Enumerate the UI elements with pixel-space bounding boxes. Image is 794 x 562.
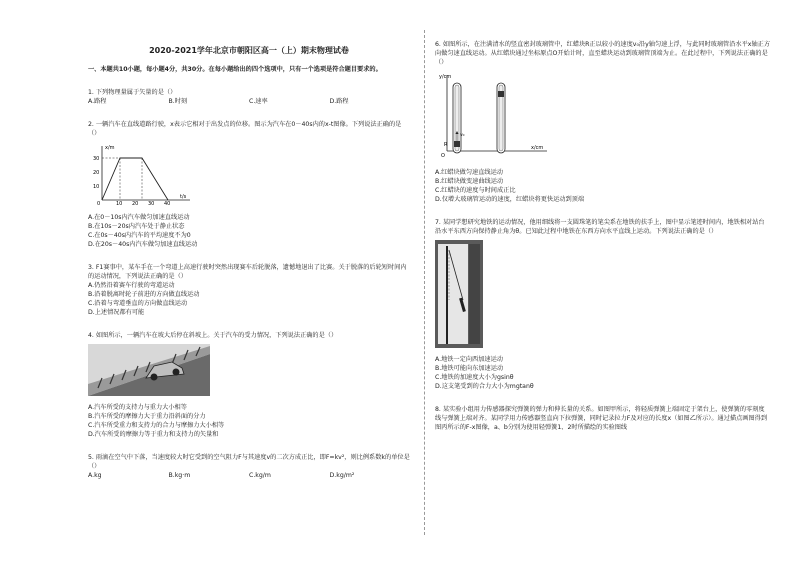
option-a: A.kg xyxy=(88,472,102,479)
tube-left xyxy=(453,83,461,153)
car-on-slope-photo xyxy=(88,344,210,396)
y-axis-label: y/cm xyxy=(439,74,452,80)
tube-right xyxy=(497,83,505,153)
option-b: B.红蜡块做变速曲线运动 xyxy=(435,178,504,185)
question-stem: 1. 下列物理量属于矢量的是（） xyxy=(88,89,177,96)
options-row xyxy=(88,471,410,480)
y-tick: 20 xyxy=(93,170,100,176)
y-axis-label: x/m xyxy=(105,145,115,151)
red-wax-block xyxy=(454,141,460,147)
option-b: B.在10s－20s内汽车处于静止状态 xyxy=(88,223,185,230)
option-c: C.kg/m xyxy=(249,472,271,479)
question-5 xyxy=(88,453,410,480)
x-axis-label: t/s xyxy=(180,194,187,200)
option-c: C.在0s－40s内汽车的平均速度不为0 xyxy=(88,232,191,239)
options-row xyxy=(88,97,410,106)
x-tick: 0 xyxy=(97,201,101,206)
option-a: A.地铁一定向西加速运动 xyxy=(435,356,503,363)
block-label: R xyxy=(444,142,448,148)
x-tick: 30 xyxy=(148,201,155,206)
question-4 xyxy=(88,331,410,439)
question-8 xyxy=(435,405,770,432)
y-tick: 30 xyxy=(93,156,100,162)
option-c: C.地铁的加速度大小为gsinθ xyxy=(435,374,514,381)
x-tick: 20 xyxy=(132,201,139,206)
column-divider xyxy=(424,30,425,535)
question-stem: 2. 一辆汽车在直线道路行驶，x表示它相对于出发点的位移。图示为汽车在0－40s内的x-t图像。下列说法正确的是（） xyxy=(88,121,402,137)
question-stem: 8. 某实验小组用力传感器探究弹簧的弹力和伸长量的关系。如图甲所示，将轻质弹簧上端固定于架台上，使弹簧的零刻度线与弹簧上端对齐。某同学用力传感器竖直向下拉弹簧，同时记录拉力F及对应的长度x（如图乙所示）。通过描点画图得到图丙所示的F-x图像，a、b分别为使用轻弹簧1、2时所描绘的实验图线 xyxy=(435,406,768,431)
origin-label: O xyxy=(441,153,445,159)
question-stem: 3. F1赛事中，某车手在一个弯道上高速行驶时突然出现赛车后轮脱落，遗憾地退出了比赛。关于脱落的后轮短时间内的运动情况，下列说法正确的是（） xyxy=(88,264,407,280)
red-wax-block xyxy=(498,91,504,97)
option-a: A.红蜡块做匀速直线运动 xyxy=(435,169,503,176)
option-a: A.仍然沿着赛车行驶的弯道运动 xyxy=(88,282,175,289)
page-title: 2020-2021学年北京市朝阳区高一（上）期末物理试卷 xyxy=(149,46,349,55)
x-tick: 10 xyxy=(116,201,123,206)
option-c: C.沿着与弯道垂直的方向做直线运动 xyxy=(88,300,188,307)
xt-line xyxy=(102,158,168,200)
option-d: D.汽车所受的摩擦力等于重力和支持力的矢量和 xyxy=(88,431,219,438)
xt-graph xyxy=(88,142,198,206)
option-b: B.汽车所受的摩擦力大于重力沿斜面的分力 xyxy=(88,413,206,420)
question-6 xyxy=(435,40,770,204)
option-d: D.在20s－40s内汽车做匀加速直线运动 xyxy=(88,241,198,248)
x-tick: 40 xyxy=(164,201,171,206)
option-c: C.红蜡块的速度与时间成正比 xyxy=(435,187,516,194)
question-1 xyxy=(88,88,410,106)
question-2 xyxy=(88,120,410,249)
option-c: C.速率 xyxy=(249,98,268,105)
option-d: D.仅增大玻璃管运动的速度，红蜡块将更快运动到顶端 xyxy=(435,196,585,203)
right-column xyxy=(435,30,770,436)
x-axis-label: x/cm xyxy=(531,145,544,151)
option-d: D.kg/m² xyxy=(329,472,355,479)
glass-tube-figure xyxy=(435,71,555,161)
option-b: B.沿着脱离时轮子前进的方向做直线运动 xyxy=(88,291,200,298)
subway-photo xyxy=(435,240,483,348)
option-b: B.时刻 xyxy=(168,98,188,105)
section-heading: 一、本题共10小题，每小题4分，共30分。在每小题给出的四个选项中，只有一个选项是符合题目要求的。 xyxy=(88,66,382,73)
option-b: B.kg·m xyxy=(168,472,191,479)
question-3 xyxy=(88,263,410,317)
option-d: D.路程 xyxy=(329,98,349,105)
question-stem: 5. 雨滴在空气中下落，当速度较大时它受到的空气阻力F与其速度v的二次方成正比，即F=kv²，则比例系数k的单位是（） xyxy=(88,454,410,470)
option-d: D.上述情况都有可能 xyxy=(88,309,145,316)
option-a: A.汽车所受的支持力与重力大小相等 xyxy=(88,404,187,411)
y-tick: 10 xyxy=(93,184,100,190)
option-a: A.在0－10s内汽车做匀加速直线运动 xyxy=(88,214,190,221)
question-7 xyxy=(435,218,770,391)
option-c: C.汽车所受重力和支持力的合力与摩擦力大小相等 xyxy=(88,422,225,429)
option-b: B.地铁可能向东加速运动 xyxy=(435,365,504,372)
question-stem: 7. 某同学想研究地铁的运动情况，他用细线将一支圆珠笔的笔尖系在地铁的扶手上，图中显示笔迹时间内，地铁相对站台沿水平东西方向保持静止角为θ。已知此过程中地铁在东西方向水平直线上运动。下列说法正确的是（） xyxy=(435,219,765,235)
velocity-label: v₀ xyxy=(460,133,465,138)
option-a: A.路程 xyxy=(88,98,107,105)
option-d: D.这支笔受到的合力大小为mgtanθ xyxy=(435,383,534,390)
question-stem: 6. 如图所示，在注满清水的竖直密封玻璃管中，红蜡块R正以较小的速度v₀沿y轴匀速上浮，与此同时玻璃管沿水平x轴正方向做匀速直线运动。从红蜡块通过坐标原点O开始计时，直至蜡块运动到玻璃管顶端为止。在此过程中，下列说法正确的是（） xyxy=(435,41,771,66)
question-stem: 4. 如图所示，一辆汽车在坡大后停在斜坡上。关于汽车的受力情况，下列说法正确的是（） xyxy=(88,332,338,339)
left-column xyxy=(88,30,410,484)
